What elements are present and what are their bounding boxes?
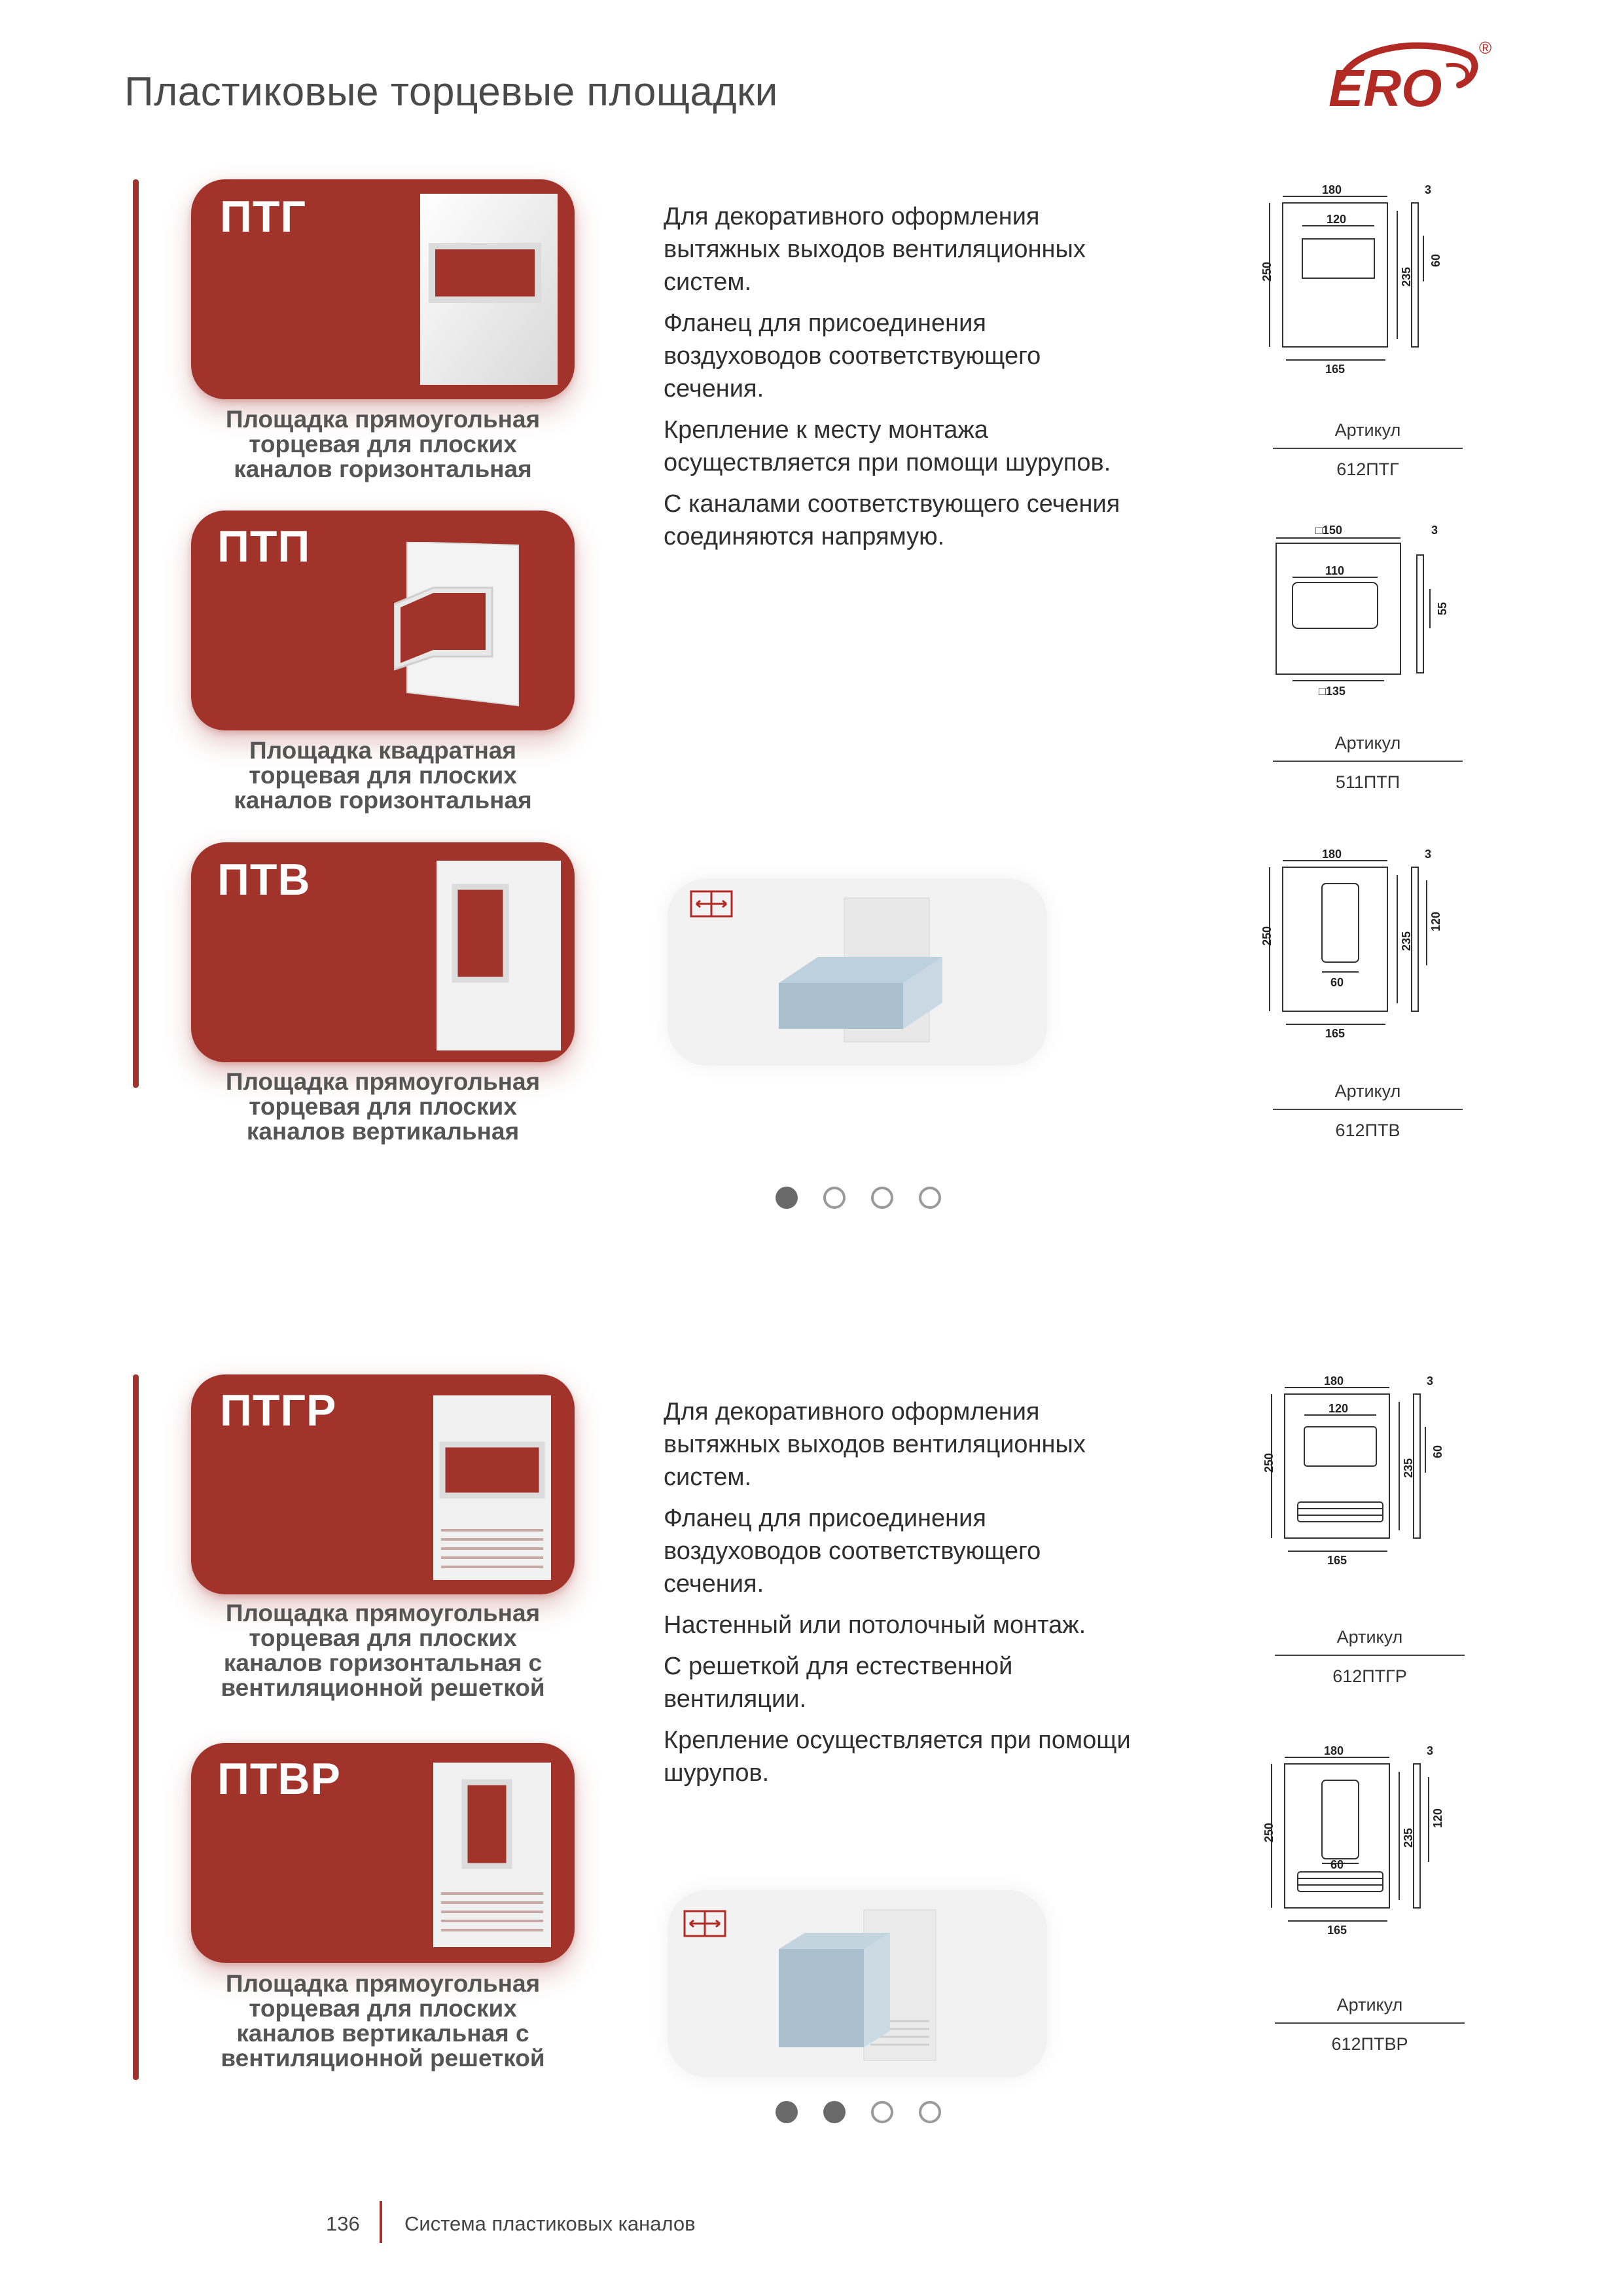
svg-text:165: 165 (1325, 1027, 1346, 1040)
technical-drawing-511ptp (1247, 517, 1463, 726)
logo-text: ERO (1329, 59, 1442, 117)
svg-text:□150: □150 (1315, 524, 1342, 537)
page-title: Пластиковые торцевые площадки (124, 69, 778, 115)
carousel-dot-2[interactable] (823, 1187, 846, 1209)
carousel-dot-1[interactable] (776, 2101, 798, 2123)
product-image-ptg (420, 194, 564, 389)
article-value: 612ПТВР (1331, 2034, 1408, 2054)
svg-text:165: 165 (1327, 1924, 1347, 1937)
svg-text:250: 250 (1262, 1822, 1275, 1842)
article-divider (1273, 1109, 1463, 1110)
svg-text:180: 180 (1322, 183, 1342, 196)
section-accent-bar (133, 179, 139, 1088)
svg-text:55: 55 (1436, 601, 1449, 615)
installation-image (766, 1903, 962, 2067)
product-card-ptp[interactable] (191, 511, 575, 730)
svg-text:180: 180 (1324, 1744, 1344, 1757)
svg-text:180: 180 (1324, 1374, 1344, 1388)
svg-text:250: 250 (1260, 261, 1274, 281)
technical-drawing-612ptgr (1249, 1368, 1465, 1577)
footer-divider (380, 2201, 382, 2243)
section-accent-bar (133, 1374, 139, 2080)
product-caption-ptvr: Площадка прямоугольная торцевая для плоских каналов вертикальная с вентиляционной решеткой (221, 1970, 545, 2072)
carousel-dot-4[interactable] (919, 1187, 941, 1209)
article-value: 612ПТГ (1336, 459, 1399, 479)
carousel-dot-3[interactable] (871, 2101, 893, 2123)
technical-drawing-612ptvr (1249, 1738, 1465, 1947)
svg-text:235: 235 (1402, 1827, 1415, 1848)
product-image-ptvr (433, 1763, 564, 1952)
svg-text:120: 120 (1431, 1808, 1444, 1828)
svg-text:60: 60 (1429, 253, 1442, 267)
svg-text:250: 250 (1260, 925, 1274, 946)
article-label: Артикул (1336, 1995, 1403, 2015)
article-divider (1273, 448, 1463, 449)
article-divider (1273, 761, 1463, 762)
article-divider (1275, 1655, 1465, 1656)
installation-preview[interactable] (668, 1890, 1047, 2077)
article-label: Артикул (1334, 733, 1401, 753)
svg-text:60: 60 (1431, 1444, 1444, 1458)
carousel-dot-3[interactable] (871, 1187, 893, 1209)
footer-section-title: Система пластиковых каналов (404, 2212, 696, 2235)
svg-text:3: 3 (1425, 848, 1432, 861)
product-code: ПТВР (217, 1754, 341, 1804)
svg-text:250: 250 (1262, 1452, 1275, 1473)
svg-text:3: 3 (1431, 524, 1438, 537)
carousel-dot-4[interactable] (919, 2101, 941, 2123)
expand-icon[interactable] (683, 1910, 726, 1937)
ero-logo (1315, 33, 1492, 118)
product-card-ptv[interactable] (191, 842, 575, 1062)
article-label: Артикул (1334, 420, 1401, 440)
svg-text:120: 120 (1429, 911, 1442, 931)
svg-text:165: 165 (1325, 363, 1346, 376)
product-caption-ptp: Площадка квадратная торцевая для плоских каналов горизонтальная (234, 737, 532, 814)
logo-registered: ® (1479, 38, 1492, 58)
description-section2: Для декоративного оформления вытяжных выходов вентиляционных систем. Фланец для присоединения воздуховодов соответствующего сечения. Настенный или потолочный монтаж. С решеткой для естественной вентиляции. Крепление осуществляется при помощи шурупов. (664, 1398, 1131, 1787)
svg-text:180: 180 (1322, 848, 1342, 861)
svg-text:□135: □135 (1319, 685, 1346, 698)
svg-text:3: 3 (1427, 1744, 1434, 1757)
svg-text:120: 120 (1327, 213, 1347, 226)
description-section1: Для декоративного оформления вытяжных выходов вентиляционных систем. Фланец для присоединения воздуховодов соответствующего сечения. Крепление к месту монтажа осуществляется при помощи шурупов. С каналами соответствующего сечения соединяются напрямую. (664, 203, 1120, 550)
product-card-ptg[interactable] (191, 179, 575, 399)
installation-preview[interactable] (668, 878, 1047, 1066)
carousel-dot-2[interactable] (823, 2101, 846, 2123)
article-value: 612ПТГР (1332, 1666, 1407, 1686)
installation-image (766, 891, 962, 1055)
article-label: Артикул (1336, 1627, 1403, 1647)
article-value: 612ПТВ (1335, 1121, 1400, 1140)
technical-drawing-612ptg (1247, 177, 1463, 386)
page-number: 136 (326, 2212, 360, 2235)
product-image-ptp (394, 542, 551, 712)
svg-text:235: 235 (1400, 931, 1413, 951)
product-caption-ptgr: Площадка прямоугольная торцевая для плоских каналов горизонтальная с вентиляционной решеткой (221, 1600, 545, 1701)
svg-text:60: 60 (1330, 1858, 1344, 1871)
carousel-dot-1[interactable] (776, 1187, 798, 1209)
svg-text:3: 3 (1425, 183, 1432, 196)
article-label: Артикул (1334, 1081, 1401, 1101)
product-code: ПТГ (220, 192, 306, 242)
product-card-ptvr[interactable] (191, 1743, 575, 1963)
product-code: ПТП (217, 522, 311, 571)
product-image-ptgr (433, 1395, 564, 1585)
svg-text:165: 165 (1327, 1554, 1347, 1567)
svg-text:110: 110 (1325, 564, 1345, 577)
product-code: ПТГР (220, 1386, 337, 1435)
technical-drawing-612ptv (1247, 841, 1463, 1050)
svg-text:120: 120 (1329, 1402, 1349, 1415)
expand-icon[interactable] (690, 890, 733, 918)
product-card-ptgr[interactable] (191, 1374, 575, 1594)
product-code: ПТВ (217, 855, 311, 905)
product-caption-ptg: Площадка прямоугольная торцевая для плоских каналов горизонтальная (225, 406, 541, 482)
article-value: 511ПТП (1335, 772, 1400, 792)
svg-text:235: 235 (1400, 266, 1413, 287)
svg-text:3: 3 (1427, 1374, 1434, 1388)
svg-text:235: 235 (1402, 1458, 1415, 1478)
product-image-ptv (437, 861, 567, 1050)
svg-text:60: 60 (1330, 976, 1344, 989)
article-divider (1275, 2022, 1465, 2024)
product-caption-ptv: Площадка прямоугольная торцевая для плоских каналов вертикальная (225, 1068, 541, 1145)
